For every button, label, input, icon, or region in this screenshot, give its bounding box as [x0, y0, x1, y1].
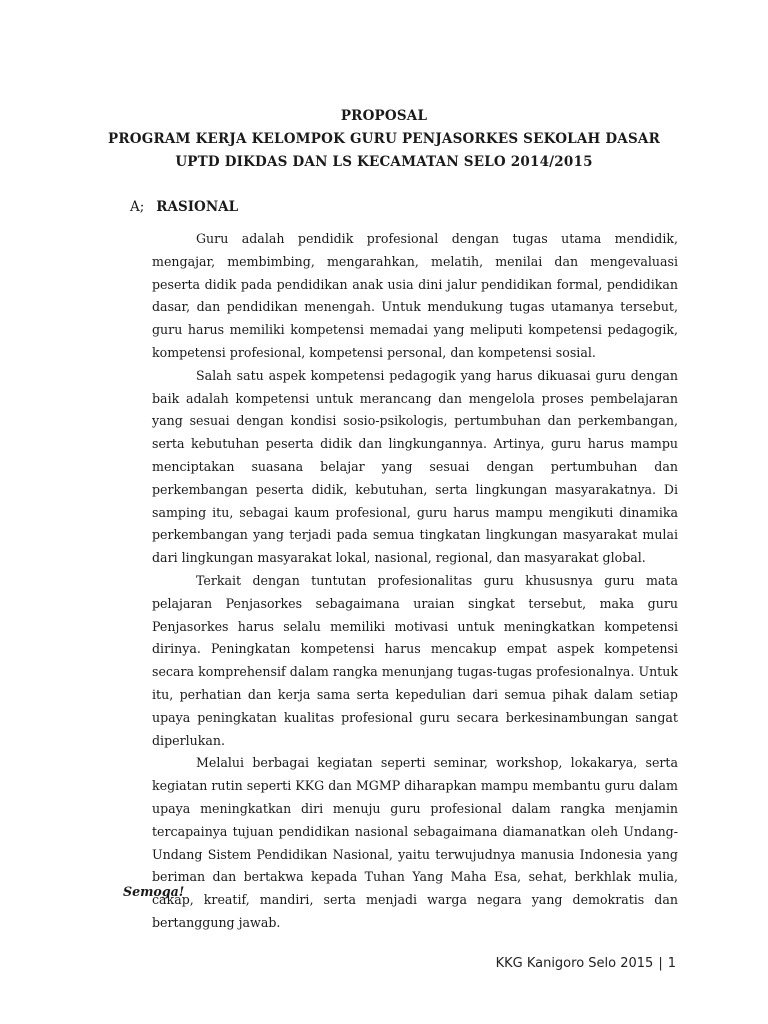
paragraph-2: Salah satu aspek kompetensi pedagogik yang harus dikuasai guru dengan baik adalah kompetensi untuk merancang dan mengelola proses pembelajaran yang sesuai dengan kondisi sosio-psikologis, pertumbuhan dan perkembangan, serta kebutuhan peserta didik dan lingkungannya. Artinya, guru harus mampu menciptakan suasana belajar yang sesuai dengan pertumbuhan dan perkembangan peserta didik, kebutuhan, serta lingkungan masyarakatnya. Di samping itu, sebagai kaum profesional, guru harus mampu mengikuti dinamika perkembangan yang terjadi pada semua tingkatan lingkungan masyarakat mulai dari lingkungan masyarakat lokal, nasional, regional, dan masyarakat global. — [152, 367, 678, 566]
section-marker: A; — [130, 199, 145, 215]
paragraph-4: Melalui berbagai kegiatan seperti seminar, workshop, lokakarya, serta kegiatan rutin seperti KKG dan MGMP diharapkan mampu membantu guru dalam upaya meningkatkan diri menuju guru profesional dalam rangka menjamin tercapainya tujuan pendidikan nasional sebagaimana diamanatkan oleh Undang-Undang Sistem Pendidikan Nasional, yaitu terwujudnya manusia Indonesia yang beriman dan bertakwa kepada Tuhan Yang Maha Esa, sehat, berkhlak mulia, cakap, kreatif, mandiri, serta menjadi warga negara yang demokratis dan bertanggung jawab. — [152, 755, 678, 930]
section-title: RASIONAL — [156, 199, 239, 215]
document-subtitle: PROGRAM KERJA KELOMPOK GURU PENJASORKES SEKOLAH DASAR — [107, 131, 661, 147]
document-subtitle-location: UPTD DIKDAS DAN LS KECAMATAN SELO 2014/2015 — [175, 154, 593, 170]
page-footer — [496, 956, 676, 971]
document-title: PROPOSAL — [340, 108, 428, 124]
footer-text: KKG Kanigoro Selo 2015 — [495, 956, 654, 971]
footer-separator: | — [658, 956, 663, 971]
section-body — [152, 228, 678, 935]
paragraph-1: Guru adalah pendidik profesional dengan tugas utama mendidik, mengajar, membimbing, mengarahkan, melatih, menilai dan mengevaluasi peserta didik pada pendidikan anak usia dini jalur pendidikan formal, pendidikan dasar, dan pendidikan menengah. Untuk mendukung tugas utamanya tersebut, guru harus memiliki kompetensi memadai yang meliputi kompetensi pedagogik, kompetensi profesional, kompetensi personal, dan kompetensi sosial. — [152, 231, 678, 360]
paragraph-3: Terkait dengan tuntutan profesionalitas guru khususnya guru mata pelajaran Penjasorkes sebagaimana uraian singkat tersebut, maka guru Penjasorkes harus selalu memiliki motivasi untuk meningkatkan kompetensi dirinya. Peningkatan kompetensi harus mencakup empat aspek kompetensi secara komprehensif dalam rangka menunjang tugas-tugas profesionalnya. Untuk itu, perhatian dan kerja sama serta kepedulian dari semua pihak dalam setiap upaya peningkatan kualitas profesional guru secara berkesinambungan sangat diperlukan. — [152, 572, 678, 748]
section-heading — [130, 197, 238, 217]
closing-text: Semoga! — [123, 884, 185, 899]
page-number: 1 — [667, 956, 676, 971]
